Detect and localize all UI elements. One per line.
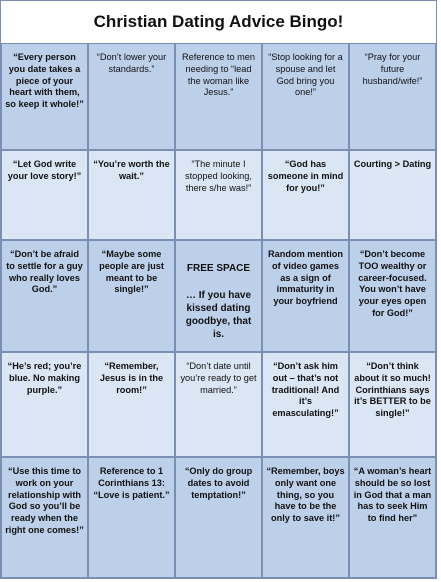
free-space-heading: FREE SPACE (186, 262, 251, 274)
bingo-cell-r5c2: Reference to 1 Corinthians 13: “Love is patient.” (88, 457, 175, 578)
bingo-cell-r4c1: “He’s red; you’re blue. No making purple.” (1, 352, 88, 457)
bingo-cell-r2c2: “You’re worth the wait.” (88, 150, 175, 240)
bingo-cell-r3c1: “Don’t be afraid to settle for a guy who really loves God.” (1, 240, 88, 352)
bingo-cell-r5c5: “A woman’s heart should be so lost in God that a man has to seek Him to find her” (349, 457, 436, 578)
free-space-text: … If you have kissed dating goodbye, that is. (185, 290, 252, 341)
bingo-cell-r2c4: “God has someone in mind for you!” (262, 150, 349, 240)
bingo-cell-r4c4: “Don’t ask him out – that’s not traditional! And it’s emasculating!” (262, 352, 349, 457)
bingo-cell-r1c3: Reference to men needing to “lead the woman like Jesus.” (175, 43, 262, 150)
card-title: Christian Dating Advice Bingo! (93, 12, 344, 31)
bingo-cell-r4c3: “Don’t date until you’re ready to get married.” (175, 352, 262, 457)
bingo-cell-r3c5: “Don’t become TOO wealthy or career-focused. You won’t have your eyes open for God!” (349, 240, 436, 352)
bingo-cell-r5c4: “Remember, boys only want one thing, so you have to be the only to save it!” (262, 457, 349, 578)
bingo-cell-free-space (175, 240, 262, 352)
bingo-cell-r5c3: “Only do group dates to avoid temptation!” (175, 457, 262, 578)
bingo-cell-r1c1: “Every person you date takes a piece of your heart with them, so keep it whole!” (1, 43, 88, 150)
bingo-cell-r4c2: “Remember, Jesus is in the room!” (88, 352, 175, 457)
bingo-cell-r5c1: “Use this time to work on your relationship with God so you’ll be ready when the right one comes!” (1, 457, 88, 578)
bingo-cell-r3c4: Random mention of video games as a sign of immaturity in your boyfriend (262, 240, 349, 352)
bingo-cell-r2c3: “The minute I stopped looking, there s/he was!” (175, 150, 262, 240)
bingo-cell-r1c4: “Stop looking for a spouse and let God bring you one!” (262, 43, 349, 150)
bingo-cell-r1c5: “Pray for your future husband/wife!” (349, 43, 436, 150)
bingo-cell-r2c1: “Let God write your love story!” (1, 150, 88, 240)
bingo-cell-r3c2: “Maybe some people are just meant to be single!” (88, 240, 175, 352)
bingo-cell-r1c2: “Don’t lower your standards.” (88, 43, 175, 150)
bingo-cell-r4c5: “Don’t think about it so much! Corinthians says it’s BETTER to be single!” (349, 352, 436, 457)
bingo-grid (1, 43, 436, 580)
bingo-cell-r2c5: Courting > Dating (349, 150, 436, 240)
